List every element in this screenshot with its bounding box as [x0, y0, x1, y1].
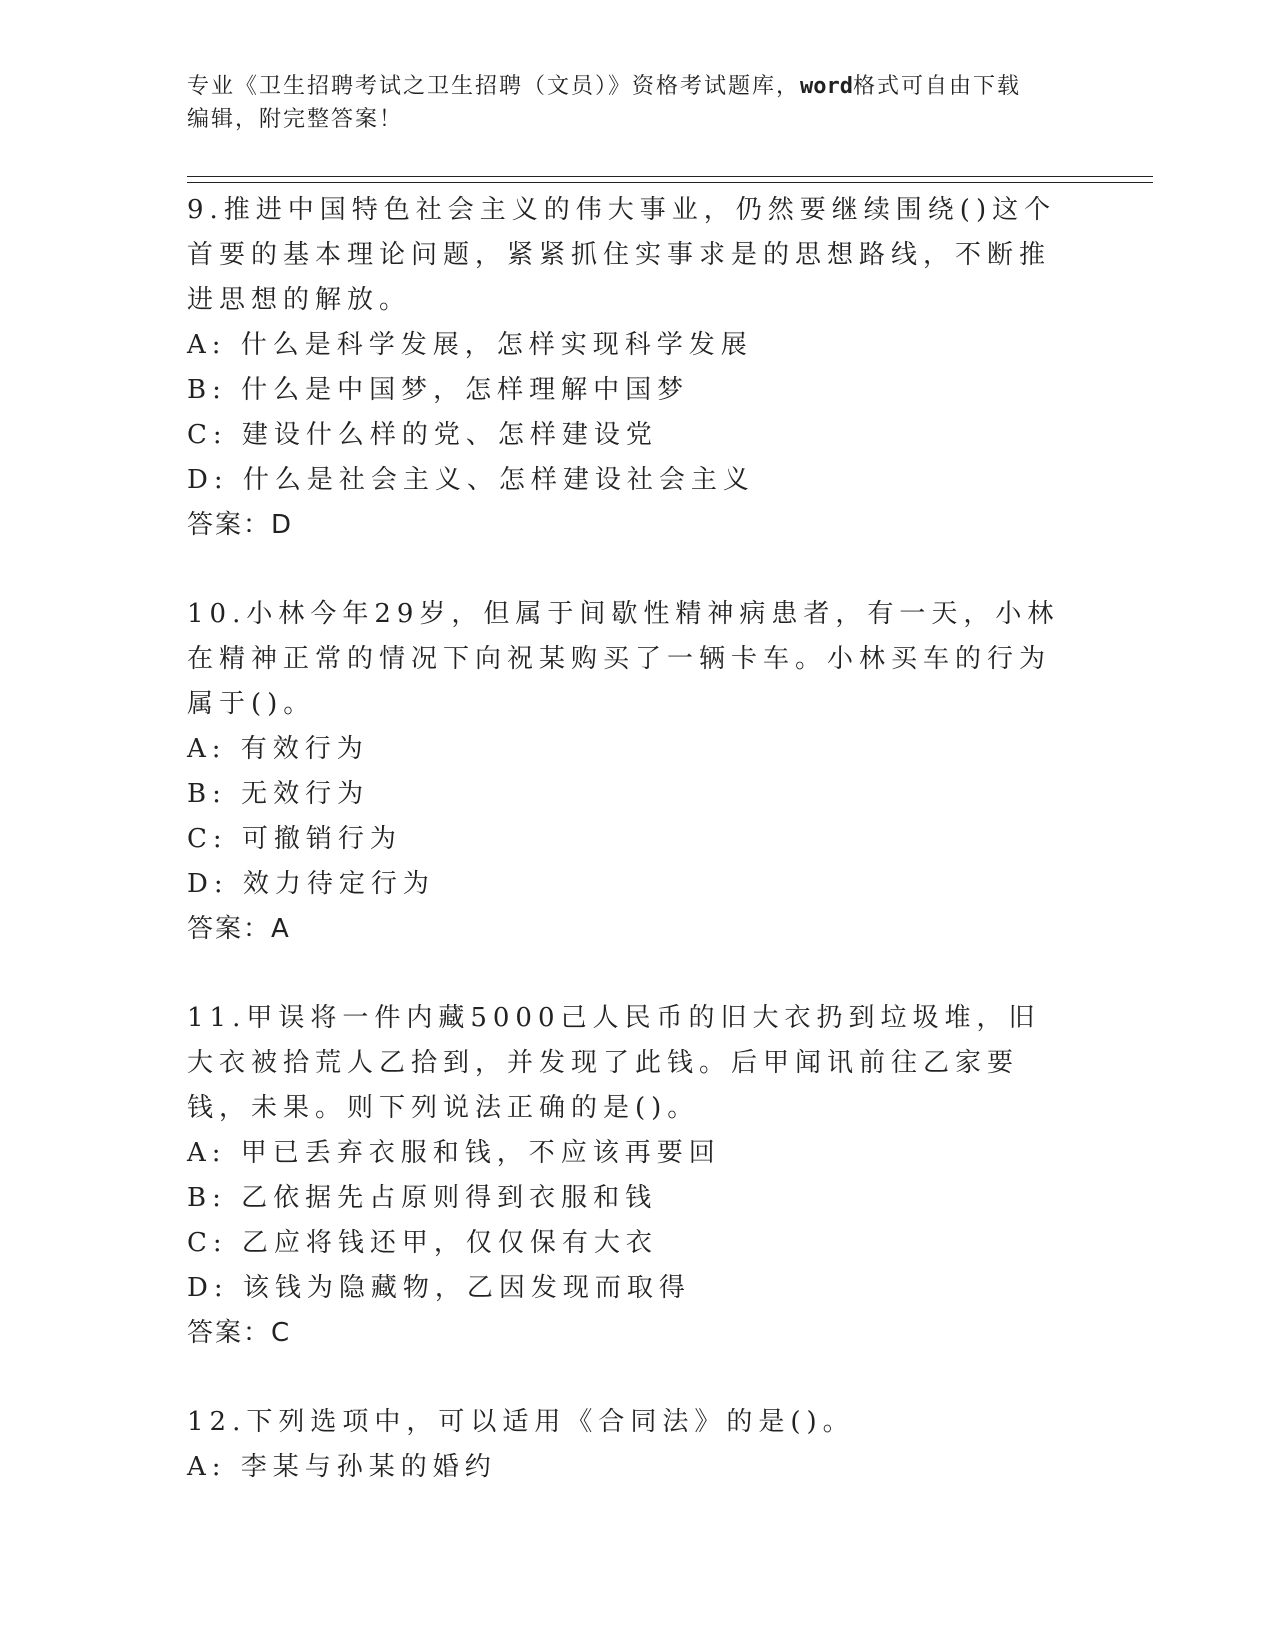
option-c: C: 乙应将钱还甲，仅仅保有大衣 [187, 1228, 658, 1258]
header-word-format: word [800, 74, 853, 99]
answer: 答案：C [187, 1318, 292, 1348]
question-stem: 11.甲误将一件内藏5000己人民币的旧大衣扔到垃圾堆，旧大衣被拾荒人乙拾到，并发现了此钱。后甲闻讯前往乙家要钱，未果。则下列说法正确的是()。 [187, 1003, 1041, 1123]
option-b: B: 无效行为 [187, 779, 370, 809]
option-c: C: 可撤销行为 [187, 824, 402, 854]
document-header [187, 70, 1087, 136]
answer: 答案：D [187, 510, 294, 540]
option-a: A: 什么是科学发展，怎样实现科学发展 [187, 330, 753, 360]
option-a: A: 李某与孙某的婚约 [187, 1452, 497, 1482]
option-a: A: 有效行为 [187, 734, 369, 764]
answer: 答案：A [187, 914, 291, 944]
question-12 [187, 1400, 1067, 1490]
header-line-1-pre: 专业《卫生招聘考试之卫生招聘（文员）》资格考试题库， [187, 74, 801, 99]
question-10 [187, 592, 1067, 952]
question-stem: 12.下列选项中，可以适用《合同法》的是()。 [187, 1407, 855, 1437]
question-stem: 9.推进中国特色社会主义的伟大事业，仍然要继续围绕()这个首要的基本理论问题，紧紧抓住实事求是的思想路线，不断推进思想的解放。 [187, 195, 1057, 315]
header-divider-top [187, 176, 1153, 177]
header-line-2: 编辑，附完整答案！ [187, 107, 404, 132]
question-9 [187, 188, 1067, 548]
option-b: B: 乙依据先占原则得到衣服和钱 [187, 1183, 658, 1213]
option-d: D: 效力待定行为 [187, 869, 435, 899]
option-d: D: 该钱为隐藏物，乙因发现而取得 [187, 1273, 691, 1303]
question-list [187, 188, 1067, 1534]
question-11 [187, 996, 1067, 1356]
option-d: D: 什么是社会主义、怎样建设社会主义 [187, 465, 755, 495]
question-stem: 10.小林今年29岁，但属于间歇性精神病患者，有一天，小林在精神正常的情况下向祝某购买了一辆卡车。小林买车的行为属于()。 [187, 599, 1060, 719]
option-b: B: 什么是中国梦，怎样理解中国梦 [187, 375, 690, 405]
header-line-1 [187, 70, 1087, 103]
header-line-1-post: 格式可自由下载 [853, 74, 1022, 99]
option-c: C: 建设什么样的党、怎样建设党 [187, 420, 658, 450]
header-divider-bottom [187, 182, 1153, 183]
option-a: A: 甲已丢弃衣服和钱，不应该再要回 [187, 1138, 721, 1168]
